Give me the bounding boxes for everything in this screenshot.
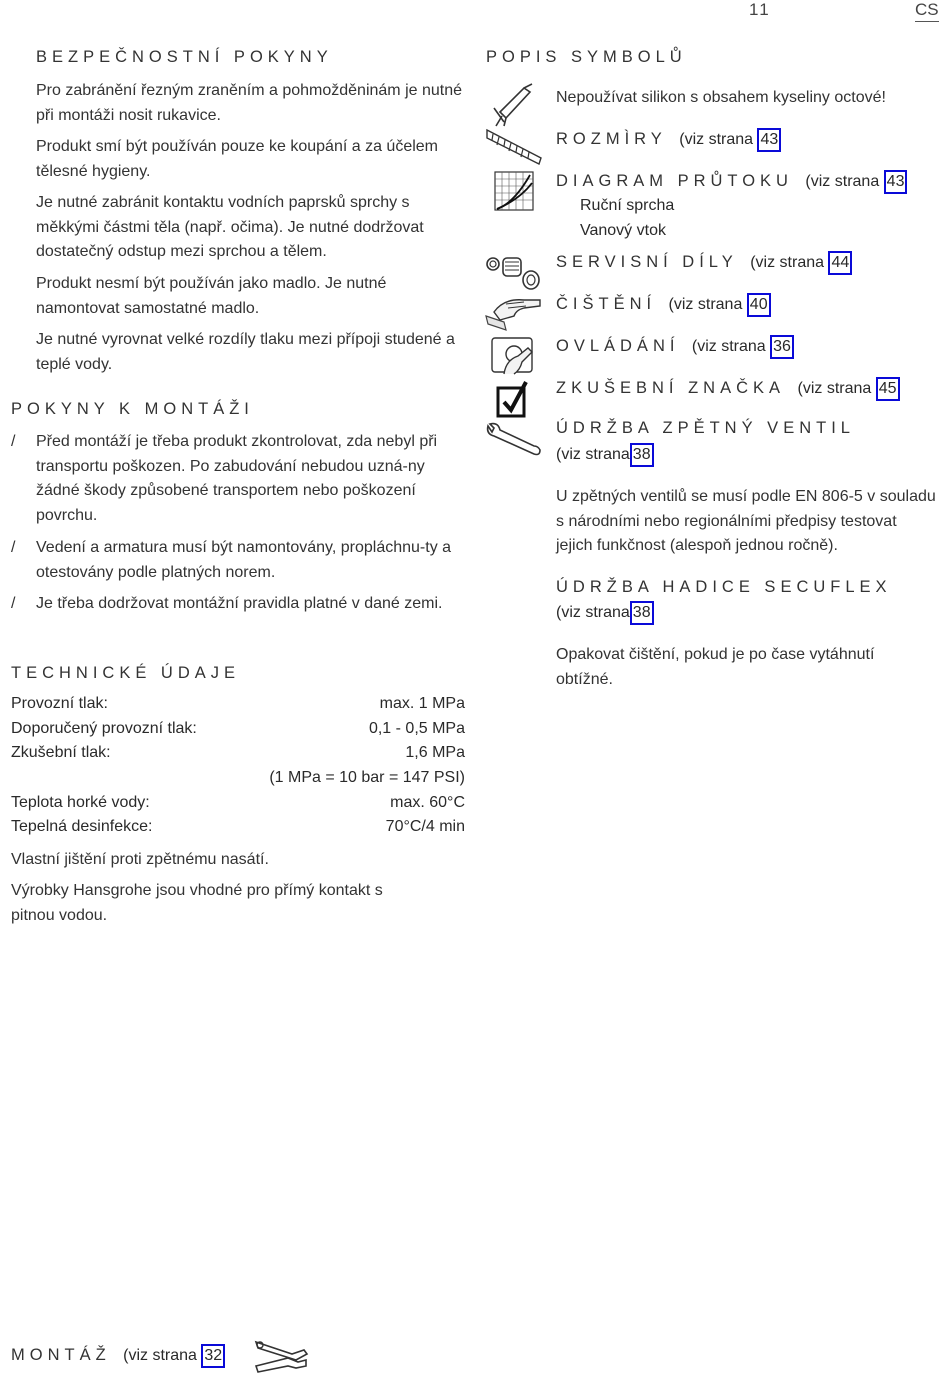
page-link[interactable]: 44 — [828, 251, 852, 275]
symbols-title: POPIS SYMBOLŮ — [486, 48, 687, 66]
symbol-operation — [556, 335, 794, 359]
tech-label: Zkušební tlak: — [11, 744, 111, 761]
page-link[interactable]: 36 — [770, 335, 794, 359]
bullet-slash: / — [11, 595, 16, 612]
symbol-dimensions — [556, 128, 781, 152]
flow-subitem: Ruční sprcha — [580, 197, 675, 214]
bullet-slash: / — [11, 433, 16, 450]
mounting-title: MONTÁŽ — [11, 1346, 111, 1364]
ref-prefix: (viz strana — [123, 1347, 197, 1364]
safety-paragraph: Produkt smí být používán pouze ke koupání a za účelem tělesné hygieny. — [36, 138, 439, 180]
flow-diagram-icon — [494, 171, 534, 211]
page-reference — [750, 254, 852, 271]
tech-row — [11, 815, 465, 839]
list-item-text: Vedení a armatura musí být namontovány, propláchnu-ty a otestovány podle platných norem. — [36, 539, 452, 581]
page-link[interactable]: 45 — [876, 377, 900, 401]
tech-value: 70°C/4 min — [385, 818, 465, 835]
language-code: CS — [915, 0, 939, 22]
ref-prefix: (viz strana — [797, 380, 872, 397]
page-reference — [669, 296, 771, 313]
page-number: 11 — [749, 0, 771, 19]
symbol-flow — [556, 170, 907, 194]
tech-value: (1 MPa = 10 bar = 147 PSI) — [269, 769, 465, 786]
service-title: SERVISNÍ DÍLY — [556, 253, 738, 271]
check-valve-title: ÚDRŽBA ZPĚTNÝ VENTIL — [556, 419, 855, 437]
page-link[interactable]: 43 — [884, 170, 908, 194]
safety-paragraph: Je nutné zabránit kontaktu vodních paprsků sprchy s měkkými částmi těla (např. očima). Je nutné dodržovat dostatečný odstup mezi sprchou a tělem. — [36, 194, 424, 260]
hose-text: Opakovat čištění, pokud je po čase vytáhnutí obtížné. — [556, 646, 875, 688]
tech-row — [11, 766, 465, 790]
page-link[interactable]: 32 — [201, 1344, 225, 1368]
silicone-gun-icon — [492, 82, 536, 128]
safety-paragraph: Pro zabránění řezným zraněním a pohmožděninám je nutné při montáži nosit rukavice. — [36, 82, 463, 124]
operation-hand-icon — [490, 334, 538, 376]
tech-row — [11, 791, 465, 815]
list-item-text: Je třeba dodržovat montážní pravidla platné v dané zemi. — [36, 595, 443, 612]
tech-label: Tepelná desinfekce: — [11, 818, 153, 835]
page-link[interactable]: 40 — [747, 293, 771, 317]
ref-prefix: (viz strana — [556, 604, 630, 621]
silicone-text: Nepoužívat silikon s obsahem kyseliny octové! — [556, 89, 886, 106]
list-item — [11, 536, 466, 585]
safety-paragraph: Je nutné vyrovnat velké rozdíly tlaku mezi přípoji studené a teplé vody. — [36, 331, 455, 373]
list-item — [11, 430, 466, 528]
tech-value: 1,6 MPa — [405, 744, 465, 761]
tools-icon — [252, 1336, 310, 1376]
symbol-service — [556, 251, 852, 275]
page-reference — [679, 131, 781, 148]
safety-paragraph: Produkt nesmí být používán jako madlo. Je nutné namontovat samostatné madlo. — [36, 275, 387, 317]
page-reference — [556, 443, 654, 467]
tech-value: 0,1 - 0,5 MPa — [368, 720, 465, 737]
bullet-slash: / — [11, 539, 16, 556]
ref-prefix: (viz strana — [750, 254, 825, 271]
page-reference — [805, 173, 907, 190]
technical-note: Výrobky Hansgrohe jsou vhodné pro přímý kontakt s pitnou vodou. — [11, 882, 383, 924]
ref-prefix: (viz strana — [668, 296, 743, 313]
list-item-text: Před montáží je třeba produkt zkontrolovat, zda nebyl při transportu poškozen. Po zabudování nebudou uzná-ny žádné škody způsobené transportem nebo poškození povrchu. — [36, 433, 438, 524]
tech-label: Provozní tlak: — [11, 695, 108, 712]
tech-row — [11, 741, 465, 765]
ref-prefix: (viz strana — [805, 173, 880, 190]
tech-row — [11, 717, 465, 741]
mounting-notes-title: POKYNY K MONTÁŽI — [11, 400, 254, 418]
tech-value: max. 60°C — [390, 794, 465, 811]
cleaning-hand-icon — [484, 292, 544, 332]
ref-prefix: (viz strana — [679, 131, 754, 148]
page-reference — [556, 601, 654, 625]
ref-prefix: (viz strana — [556, 446, 630, 463]
page-reference — [797, 380, 899, 397]
safety-title: BEZPEČNOSTNÍ POKYNY — [36, 48, 333, 66]
tech-label: Teplota horké vody: — [11, 794, 150, 811]
list-item — [11, 592, 466, 617]
checkbox-icon — [496, 380, 530, 418]
technical-note: Vlastní jištění proti zpětnému nasátí. — [11, 851, 269, 868]
symbol-test-mark — [556, 377, 900, 401]
tech-label: Doporučený provozní tlak: — [11, 720, 197, 737]
dimensions-title: ROZMÌRY — [556, 130, 667, 148]
tech-row — [11, 692, 465, 716]
page-link[interactable]: 38 — [630, 601, 654, 625]
wrench-icon — [484, 422, 542, 458]
spare-parts-icon — [485, 252, 543, 292]
page-link[interactable]: 38 — [630, 443, 654, 467]
cleaning-title: ČIŠTĚNÍ — [556, 295, 657, 313]
page-reference — [123, 1347, 225, 1364]
check-valve-text: U zpětných ventilů se musí podle EN 806-5 v souladu s národními nebo regionálními předpisy testovat jejich funkčnost (alespoň jednou ročně). — [556, 488, 936, 554]
flow-title: DIAGRAM PRŮTOKU — [556, 172, 793, 190]
hose-title: ÚDRŽBA HADICE SECUFLEX — [556, 578, 892, 596]
page-link[interactable]: 43 — [757, 128, 781, 152]
ruler-icon — [485, 128, 543, 168]
page-reference — [692, 338, 794, 355]
mounting-reference — [11, 1344, 225, 1368]
flow-subitem: Vanový vtok — [580, 222, 666, 239]
operation-title: OVLÁDÁNÍ — [556, 337, 680, 355]
technical-title: TECHNICKÉ ÚDAJE — [11, 664, 241, 682]
test-mark-title: ZKUŠEBNÍ ZNAČKA — [556, 379, 786, 397]
tech-value: max. 1 MPa — [379, 695, 465, 712]
ref-prefix: (viz strana — [691, 338, 766, 355]
symbol-cleaning — [556, 293, 771, 317]
